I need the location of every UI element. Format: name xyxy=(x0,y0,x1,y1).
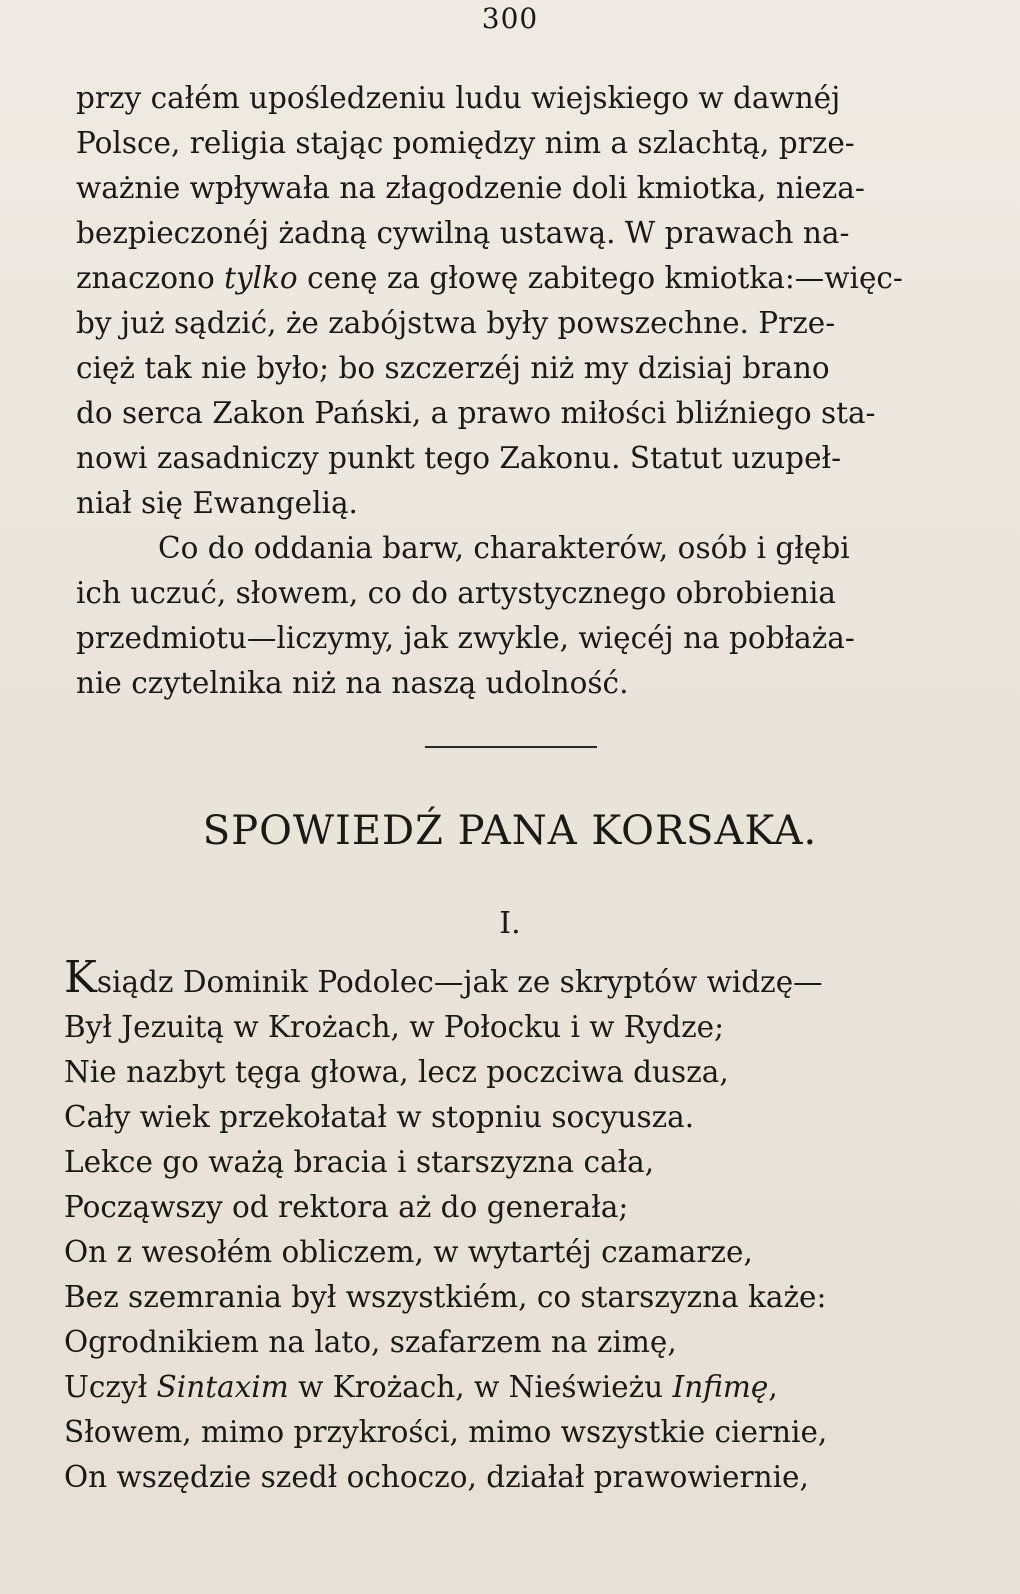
verse-line: Bez szemrania był wszystkiém, co starszyzna każe: xyxy=(64,1280,827,1314)
verse-line: Począwszy od rektora aż do generała; xyxy=(64,1190,629,1224)
section-numeral: I. xyxy=(499,906,521,941)
page-number: 300 xyxy=(481,2,539,35)
poem-verse xyxy=(64,952,954,1500)
text-line: Polsce, religia stając pomiędzy nim a szlachtą, prze- xyxy=(76,126,855,160)
italic-word: Infimę xyxy=(672,1370,769,1404)
text-fragment: siądz Dominik Podolec—jak ze skryptów widzę— xyxy=(96,965,823,999)
text-line xyxy=(76,261,903,295)
verse-line: Ogrodnikiem na lato, szafarzem na zimę, xyxy=(64,1325,677,1359)
text-line: ważnie wpływała na złagodzenie doli kmiotka, nieza- xyxy=(76,171,865,205)
verse-line: Słowem, mimo przykrości, mimo wszystkie ciernie, xyxy=(64,1415,828,1449)
poem-title: SPOWIEDŹ PANA KORSAKA. xyxy=(202,808,818,854)
text-line: by już sądzić, że zabójstwa były powszechne. Prze- xyxy=(76,306,836,340)
italic-word: tylko xyxy=(224,261,298,295)
text-line: ich uczuć, słowem, co do artystycznego obrobienia xyxy=(76,576,836,610)
text-fragment: znaczono xyxy=(76,261,225,295)
text-line: do serca Zakon Pański, a prawo miłości bliźniego sta- xyxy=(76,396,876,430)
text-line: bezpieczonéj żadną cywilną ustawą. W prawach na- xyxy=(76,216,850,250)
intro-paragraph-1 xyxy=(76,76,950,526)
verse-line xyxy=(64,1365,954,1410)
text-line: nie czytelnika niż na naszą udolność. xyxy=(76,666,629,700)
text-line: cięż tak nie było; bo szczerzéj niż my dzisiaj brano xyxy=(76,351,830,385)
text-line: niał się Ewangelią. xyxy=(76,486,358,520)
intro-paragraph-2 xyxy=(76,526,950,706)
verse-line xyxy=(64,952,954,1005)
text-fragment: Uczył xyxy=(64,1370,157,1404)
verse-line: Był Jezuitą w Krożach, w Połocku i w Rydze; xyxy=(64,1010,725,1044)
drop-cap: K xyxy=(64,952,97,1003)
text-fragment: cenę za głowę zabitego kmiotka:—więc- xyxy=(297,261,903,295)
text-line: przy całém upośledzeniu ludu wiejskiego w dawnéj xyxy=(76,81,841,115)
text-fragment: , xyxy=(768,1370,778,1404)
text-fragment: w Krożach, w Nieświeżu xyxy=(288,1370,673,1404)
section-divider xyxy=(425,746,597,748)
verse-line: On wszędzie szedł ochoczo, działał prawowiernie, xyxy=(64,1460,809,1494)
verse-line: Nie nazbyt tęga głowa, lecz poczciwa dusza, xyxy=(64,1055,729,1089)
verse-line: On z wesołém obliczem, w wytartéj czamarze, xyxy=(64,1235,753,1269)
text-line: nowi zasadniczy punkt tego Zakonu. Statut uzupeł- xyxy=(76,441,842,475)
intro-prose xyxy=(76,76,950,706)
italic-word: Sintaxim xyxy=(156,1370,289,1404)
verse-line: Cały wiek przekołatał w stopniu socyusza. xyxy=(64,1100,695,1134)
text-line: Co do oddania barw, charakterów, osób i głębi xyxy=(158,531,850,565)
verse-line: Lekce go ważą bracia i starszyzna cała, xyxy=(64,1145,655,1179)
text-line: przedmiotu—liczymy, jak zwykle, więcéj na pobłaża- xyxy=(76,621,855,655)
